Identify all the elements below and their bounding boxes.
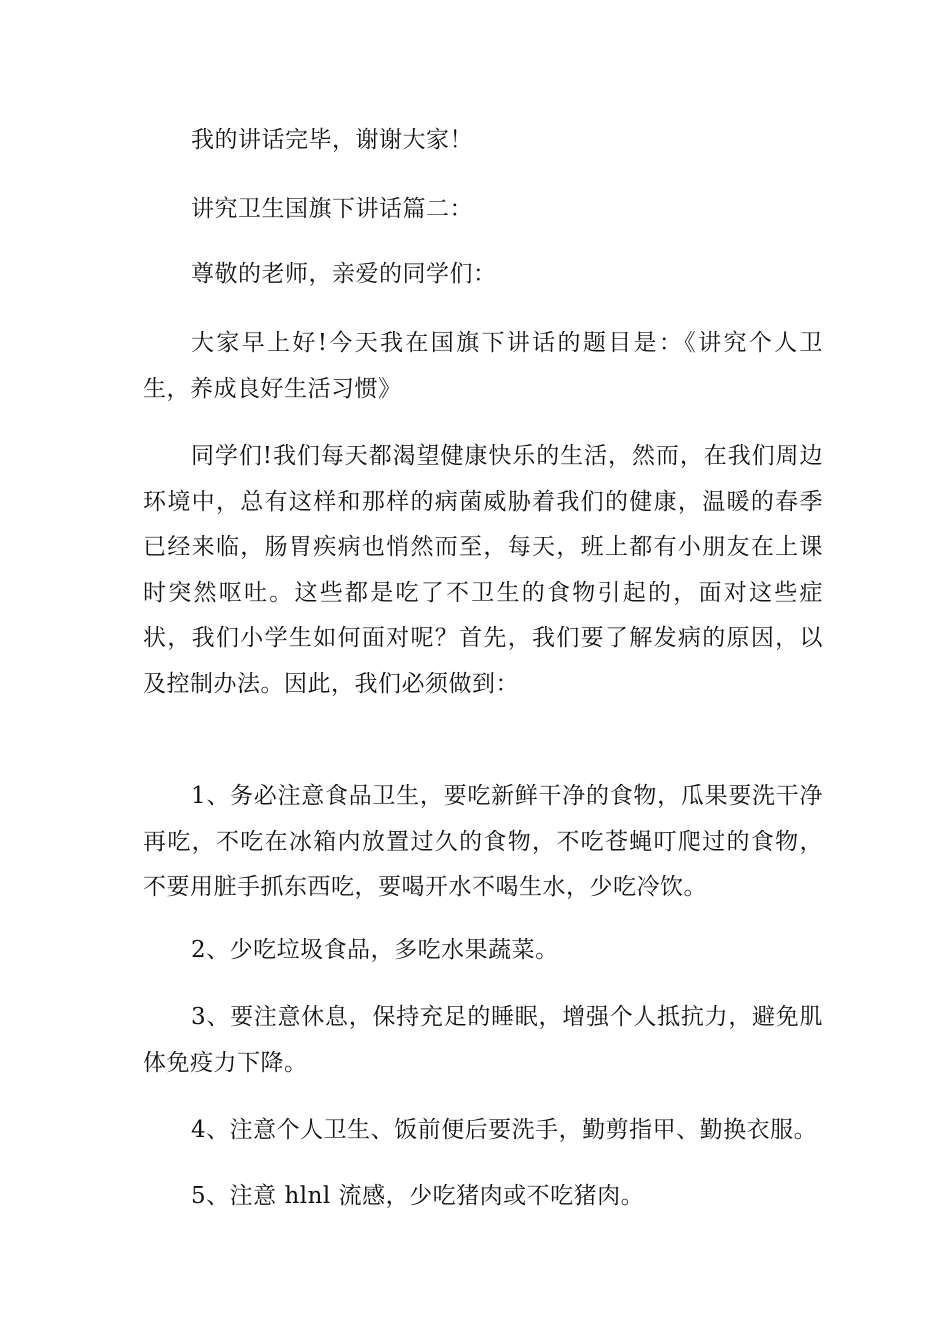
- speech-topic-paragraph: 大家早上好!今天我在国旗下讲话的题目是：《讲究个人卫生，养成良好生活习惯》: [143, 330, 823, 402]
- salutation: 尊敬的老师，亲爱的同学们：: [191, 261, 497, 287]
- list-item-5: 5、注意 hlnl 流感，少吃猪肉或不吃猪肉。: [191, 1183, 645, 1209]
- closing-remark: 我的讲话完毕，谢谢大家！: [191, 127, 473, 153]
- list-item-2: 2、少吃垃圾食品，多吃水果蔬菜。: [191, 937, 559, 963]
- section-heading: 讲究卫生国旗下讲话篇二：: [191, 196, 473, 222]
- list-item-4: 4、注意个人卫生、饭前便后要洗手，勤剪指甲、勤换衣服。: [191, 1117, 818, 1143]
- list-item-1: 1、务必注意食品卫生，要吃新鲜干净的食物，瓜果要洗干净再吃，不吃在冰箱内放置过久的食物，不吃苍蝇叮爬过的食物，不要用脏手抓东西吃，要喝开水不喝生水，少吃冷饮。: [143, 783, 823, 900]
- list-item-3: 3、要注意休息，保持充足的睡眠，增强个人抵抗力，避免肌体免疫力下降。: [143, 1004, 823, 1076]
- body-paragraph: 同学们!我们每天都渴望健康快乐的生活，然而，在我们周边环境中，总有这样和那样的病菌威胁着我们的健康，温暖的春季已经来临，肠胃疾病也悄然而至，每天，班上都有小朋友在上课时突然呕吐。这些都是吃了不卫生的食物引起的，面对这些症状，我们小学生如何面对呢？首先，我们要了解发病的原因，以及控制办法。因此，我们必须做到：: [143, 443, 823, 697]
